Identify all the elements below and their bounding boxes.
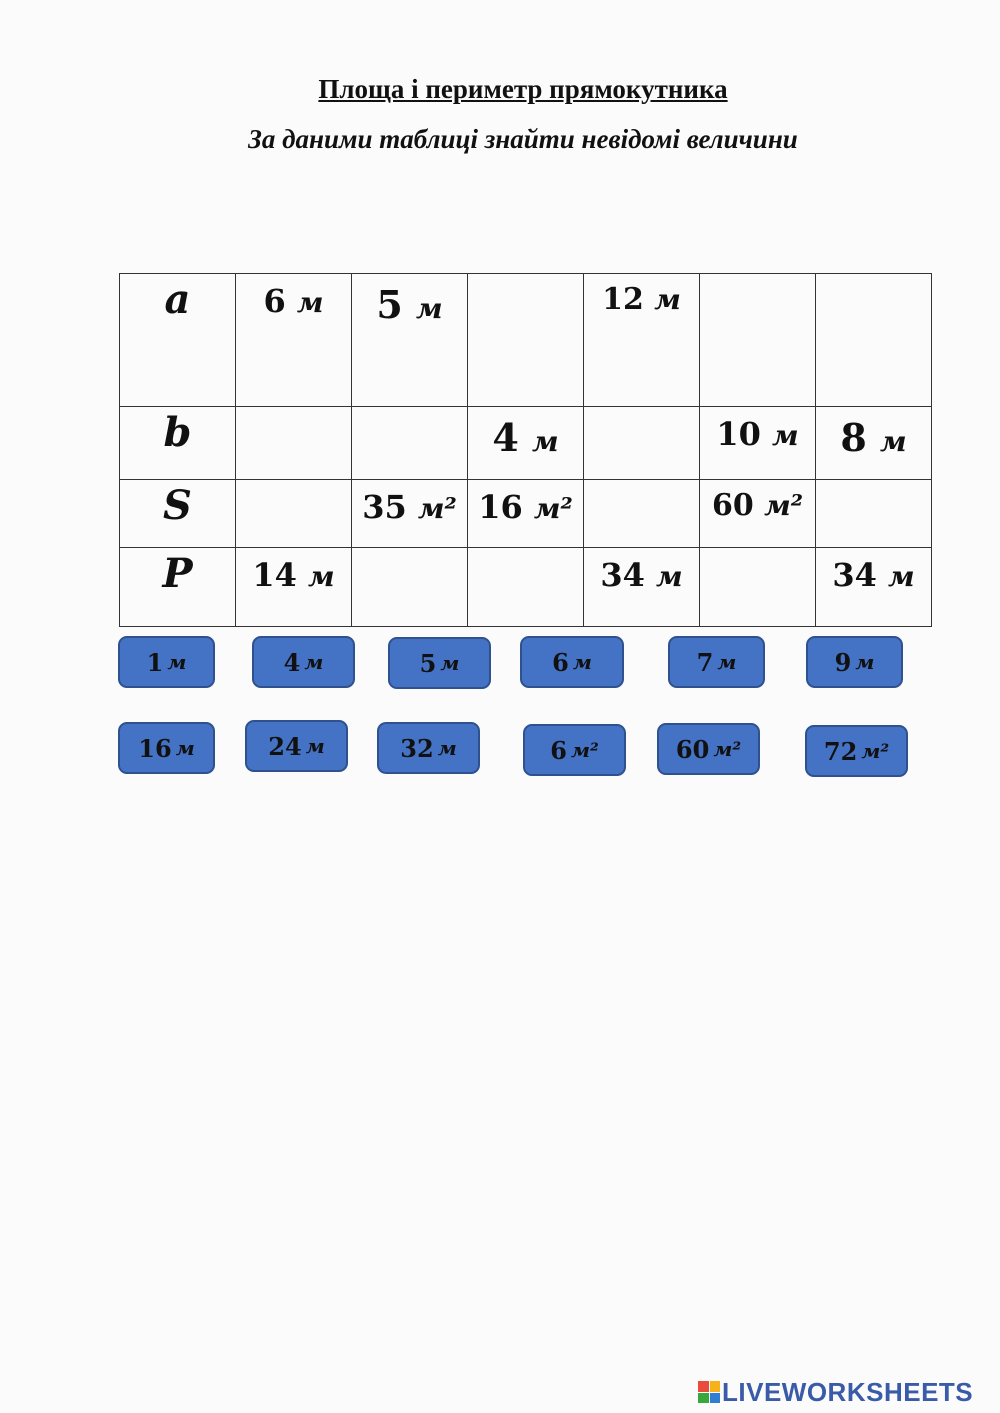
drop-slot[interactable] [700,274,816,407]
drop-slot[interactable] [352,407,468,480]
row-label-p: P [120,548,236,627]
table-cell: 12 м [584,274,700,407]
table-row-b [120,407,932,480]
table-cell: 60 м² [700,480,816,548]
drop-slot[interactable] [468,274,584,407]
table-cell: 4 м [468,407,584,480]
table-cell: 14 м [236,548,352,627]
answer-chip[interactable]: 5 м [388,637,491,689]
liveworksheets-logo-icon [698,1381,720,1403]
drop-slot[interactable] [584,480,700,548]
answer-chip[interactable]: 6 м² [523,724,626,776]
row-label-s: S [120,480,236,548]
answer-chip[interactable]: 4 м [252,636,355,688]
liveworksheets-logo [698,1377,973,1407]
table-cell: 10 м [700,407,816,480]
worksheet-title: Площа і периметр прямокутника [318,74,728,104]
table-cell: 16 м² [468,480,584,548]
row-label-b: b [120,407,236,480]
table-row-s [120,480,932,548]
table-cell: 34 м [584,548,700,627]
drop-slot[interactable] [700,548,816,627]
drop-slot[interactable] [468,548,584,627]
table-cell: 35 м² [352,480,468,548]
answer-chip[interactable]: 32 м [377,722,480,774]
answer-chip[interactable]: 6 м [520,636,624,688]
answer-chip[interactable]: 9 м [806,636,903,688]
answer-chip[interactable]: 24 м [245,720,348,772]
table-cell: 34 м [816,548,932,627]
table-cell: 8 м [816,407,932,480]
table-cell: 6 м [236,274,352,407]
worksheet-instructions: За даними таблиці знайти невідомі величини [248,124,798,154]
drop-slot[interactable] [236,407,352,480]
rectangle-data-table [119,273,932,627]
row-label-a: a [120,274,236,407]
drop-slot[interactable] [816,274,932,407]
answer-chip[interactable]: 16 м [118,722,215,774]
table-row-p [120,548,932,627]
table-row-a [120,274,932,407]
answer-chip[interactable]: 7 м [668,636,765,688]
brand-name: LIVEWORKSHEETS [722,1376,974,1407]
drop-slot[interactable] [352,548,468,627]
drop-slot[interactable] [236,480,352,548]
drop-slot[interactable] [584,407,700,480]
answer-chip[interactable]: 1 м [118,636,215,688]
answer-chip[interactable]: 72 м² [805,725,908,777]
table-cell: 5 м [352,274,468,407]
drop-slot[interactable] [816,480,932,548]
answer-chip[interactable]: 60 м² [657,723,760,775]
